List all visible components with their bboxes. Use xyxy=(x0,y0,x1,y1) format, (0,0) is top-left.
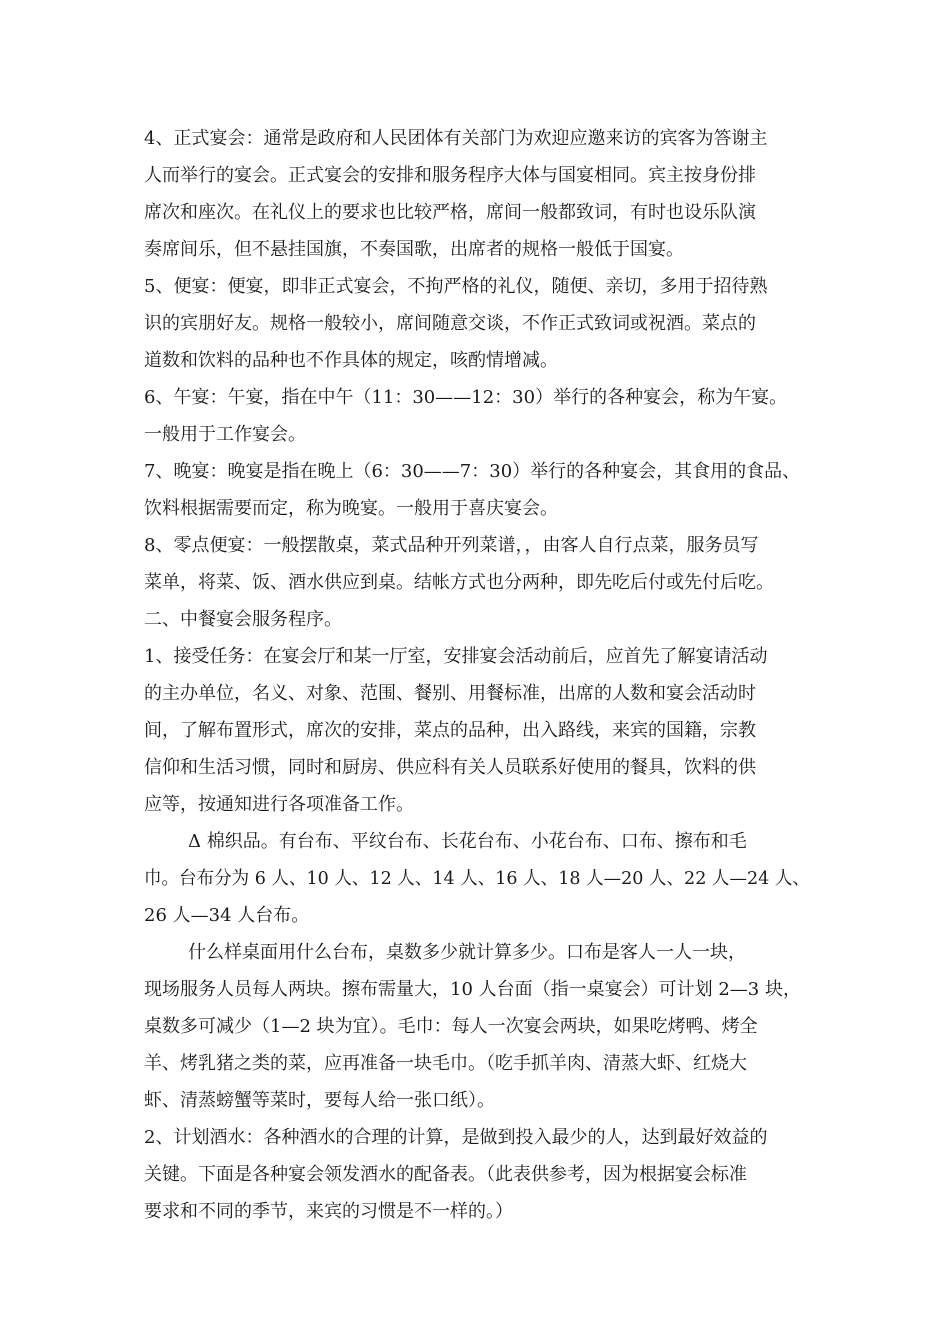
text-line: 2、计划酒水：各种酒水的合理的计算，是做到投入最少的人，达到最好效益的 xyxy=(144,1127,768,1148)
text-line: 信仰和生活习惯，同时和厨房、供应科有关人员联系好使用的餐具，饮料的供 xyxy=(144,757,756,778)
text-line: 6、午宴：午宴，指在中午（11：30——12：30）举行的各种宴会，称为午宴。 xyxy=(144,387,788,408)
text-line: 的主办单位，名义、对象、范围、餐别、用餐标准，出席的人数和宴会活动时 xyxy=(144,683,756,704)
text-line: 1、接受任务：在宴会厅和某一厅室，安排宴会活动前后，应首先了解宴请活动 xyxy=(144,646,768,667)
text-line: 现场服务人员每人两块。擦布需量大，10 人台面（指一桌宴会）可计划 2—3 块， xyxy=(144,979,801,1000)
text-line: 人而举行的宴会。正式宴会的安排和服务程序大体与国宴相同。宾主按身份排 xyxy=(144,165,756,186)
text-line: 道数和饮料的品种也不作具体的规定，咳酌情增减。 xyxy=(144,350,558,371)
text-line: 8、零点便宴：一般摆散桌，菜式品种开列菜谱，，由客人自行点菜，服务员写 xyxy=(144,535,759,556)
text-line: 5、便宴：便宴，即非正式宴会，不拘严格的礼仪，随便、亲切，多用于招待熟 xyxy=(144,276,768,297)
text-line: 虾、清蒸螃蟹等菜时，要每人给一张口纸）。 xyxy=(144,1090,495,1111)
text-line: 奏席间乐，但不悬挂国旗，不奏国歌，出席者的规格一般低于国宴。 xyxy=(144,239,684,260)
text-line: 席次和座次。在礼仪上的要求也比较严格，席间一般都致词，有时也设乐队演 xyxy=(144,202,756,223)
text-line: 7、晚宴：晚宴是指在晚上（6：30——7：30）举行的各种宴会，其食用的食品、 xyxy=(144,461,801,482)
text-line: 什么样桌面用什么台布，桌数多少就计算多少。口布是客人一人一块， xyxy=(188,942,746,963)
text-line: 应等，按通知进行各项准备工作。 xyxy=(144,794,414,815)
text-line: 桌数多可减少（1—2 块为宜）。毛巾：每人一次宴会两块，如果吃烤鸭、烤全 xyxy=(144,1016,758,1037)
text-line: Δ 棉织品。有台布、平纹台布、长花台布、小花台布、口布、擦布和毛 xyxy=(188,831,747,852)
text-line: 一般用于工作宴会。 xyxy=(144,424,306,445)
text-line: 关键。下面是各种宴会领发酒水的配备表。（此表供参考，因为根据宴会标准 xyxy=(144,1164,747,1185)
section-heading: 二、中餐宴会服务程序。 xyxy=(144,609,342,630)
text-line: 要求和不同的季节，来宾的习惯是不一样的。） xyxy=(144,1201,513,1222)
text-line: 巾。台布分为 6 人、10 人、12 人、14 人、16 人、18 人—20 人、22 人—24 人、 xyxy=(144,868,810,889)
text-line: 饮料根据需要而定，称为晚宴。一般用于喜庆宴会。 xyxy=(144,498,558,519)
text-line: 羊、烤乳猪之类的菜，应再准备一块毛巾。（吃手抓羊肉、清蒸大虾、红烧大 xyxy=(144,1053,747,1074)
text-line: 菜单，将菜、饭、酒水供应到桌。结帐方式也分两种，即先吃后付或先付后吃。 xyxy=(144,572,774,593)
text-line: 4、正式宴会：通常是政府和人民团体有关部门为欢迎应邀来访的宾客为答谢主 xyxy=(144,128,768,149)
text-line: 识的宾朋好友。规格一般较小，席间随意交谈，不作正式致词或祝酒。菜点的 xyxy=(144,313,756,334)
text-line: 26 人—34 人台布。 xyxy=(144,905,310,926)
text-line: 间，了解布置形式，席次的安排，菜点的品种，出入路线，来宾的国籍，宗教 xyxy=(144,720,756,741)
